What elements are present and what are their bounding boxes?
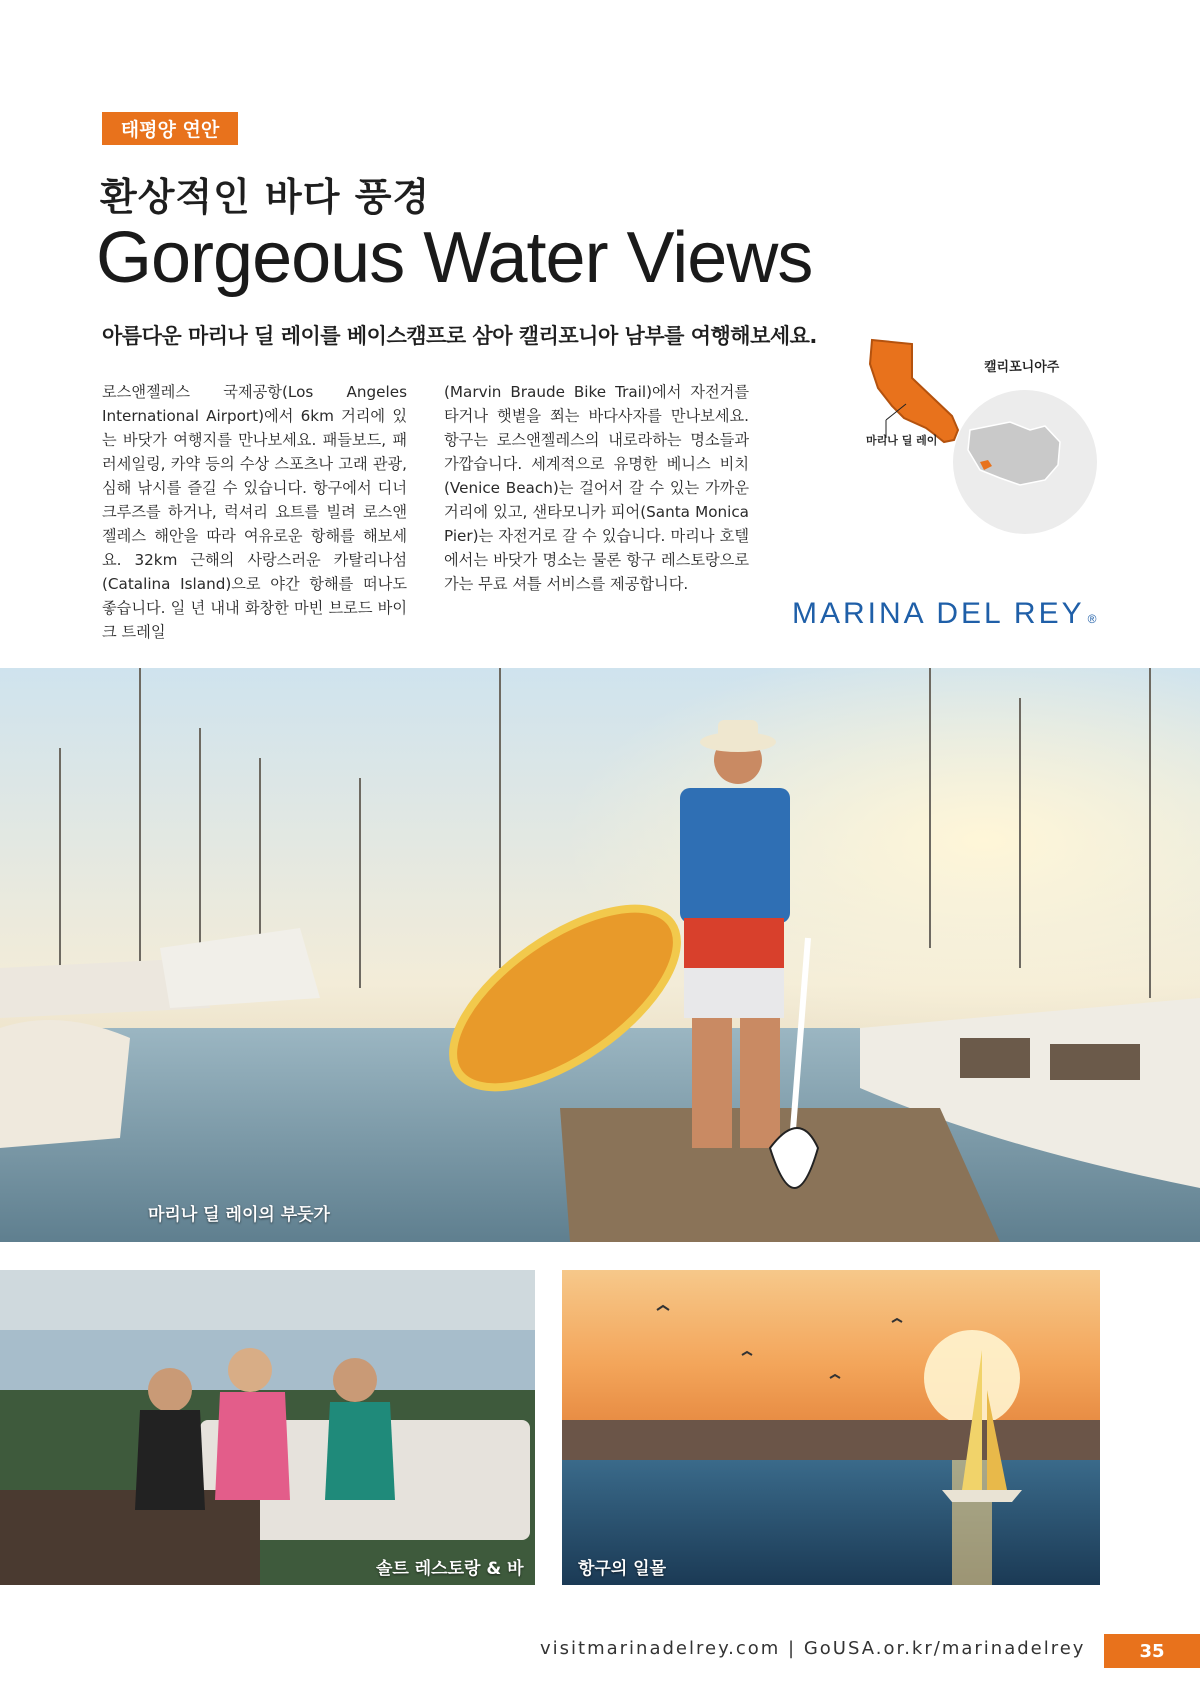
body-text-column-2: (Marvin Braude Bike Trail)에서 자전거를 타거나 햇볕을 쬐는 바다사자를 만나보세요. 항구는 로스앤젤레스의 내로라하는 명소들과 가깝습니다. 세계적으로 유명한 베니스 비치(Venice Beach)는 걸어서 갈 수 있는 가까운 거리에 있고, 샌타모니카 피어(Santa Monica Pier)는 자전거로 갈 수 있습니다. 마리나 호텔에서는 바닷가 명소는 물론 항구 레스토랑으로 가는 무료 셔틀 서비스를 제공합니다. [444, 383, 749, 593]
page-title-english: Gorgeous Water Views [96, 218, 813, 298]
body-text-column-1: 로스앤젤레스 국제공항(Los Angeles International Airport)에서 6km 거리에 있는 바닷가 여행지를 만나보세요. 패들보드, 패러세일링, 카약 등의 수상 스포츠나 고래 관광, 심해 낚시를 즐길 수 있습니다. 항구에서 디너 크루즈를 하거나, 럭셔리 요트를 빌려 로스앤젤레스 해안을 따라 여유로운 항해를 해보세요. 32km 근해의 사랑스러운 카탈리나섬(Catalina Island)으로 야간 항해를 떠나도 좋습니다. 일 년 내내 화창한 마빈 브로드 바이크 트레일 [102, 383, 407, 641]
page-number: 35 [1104, 1634, 1200, 1668]
logo-text: MARINA DEL REY [792, 597, 1085, 630]
caption-sunset: 항구의 일몰 [578, 1559, 667, 1579]
marina-del-rey-logo [792, 597, 1099, 631]
caption-main: 마리나 딜 레이의 부둣가 [148, 1205, 330, 1225]
page-title-korean: 환상적인 바다 풍경 [100, 175, 431, 219]
map-label-state: 캘리포니아주 [984, 360, 1060, 375]
photo-salt-restaurant [0, 1270, 535, 1585]
page-subtitle: 아름다운 마리나 딜 레이를 베이스캠프로 삼아 캘리포니아 남부를 여행해보세요. [102, 324, 817, 348]
section-tag: 태평양 연안 [102, 112, 238, 145]
caption-restaurant: 솔트 레스토랑 & 바 [376, 1559, 524, 1579]
map-label-location: 마리나 딜 레이 [866, 434, 938, 447]
logo-registered-mark: ® [1087, 612, 1100, 626]
footer-urls: visitmarinadelrey.com | GoUSA.or.kr/marinadelrey [540, 1638, 1086, 1659]
photo-marina-dock [0, 668, 1200, 1242]
photo-harbor-sunset [562, 1270, 1100, 1585]
